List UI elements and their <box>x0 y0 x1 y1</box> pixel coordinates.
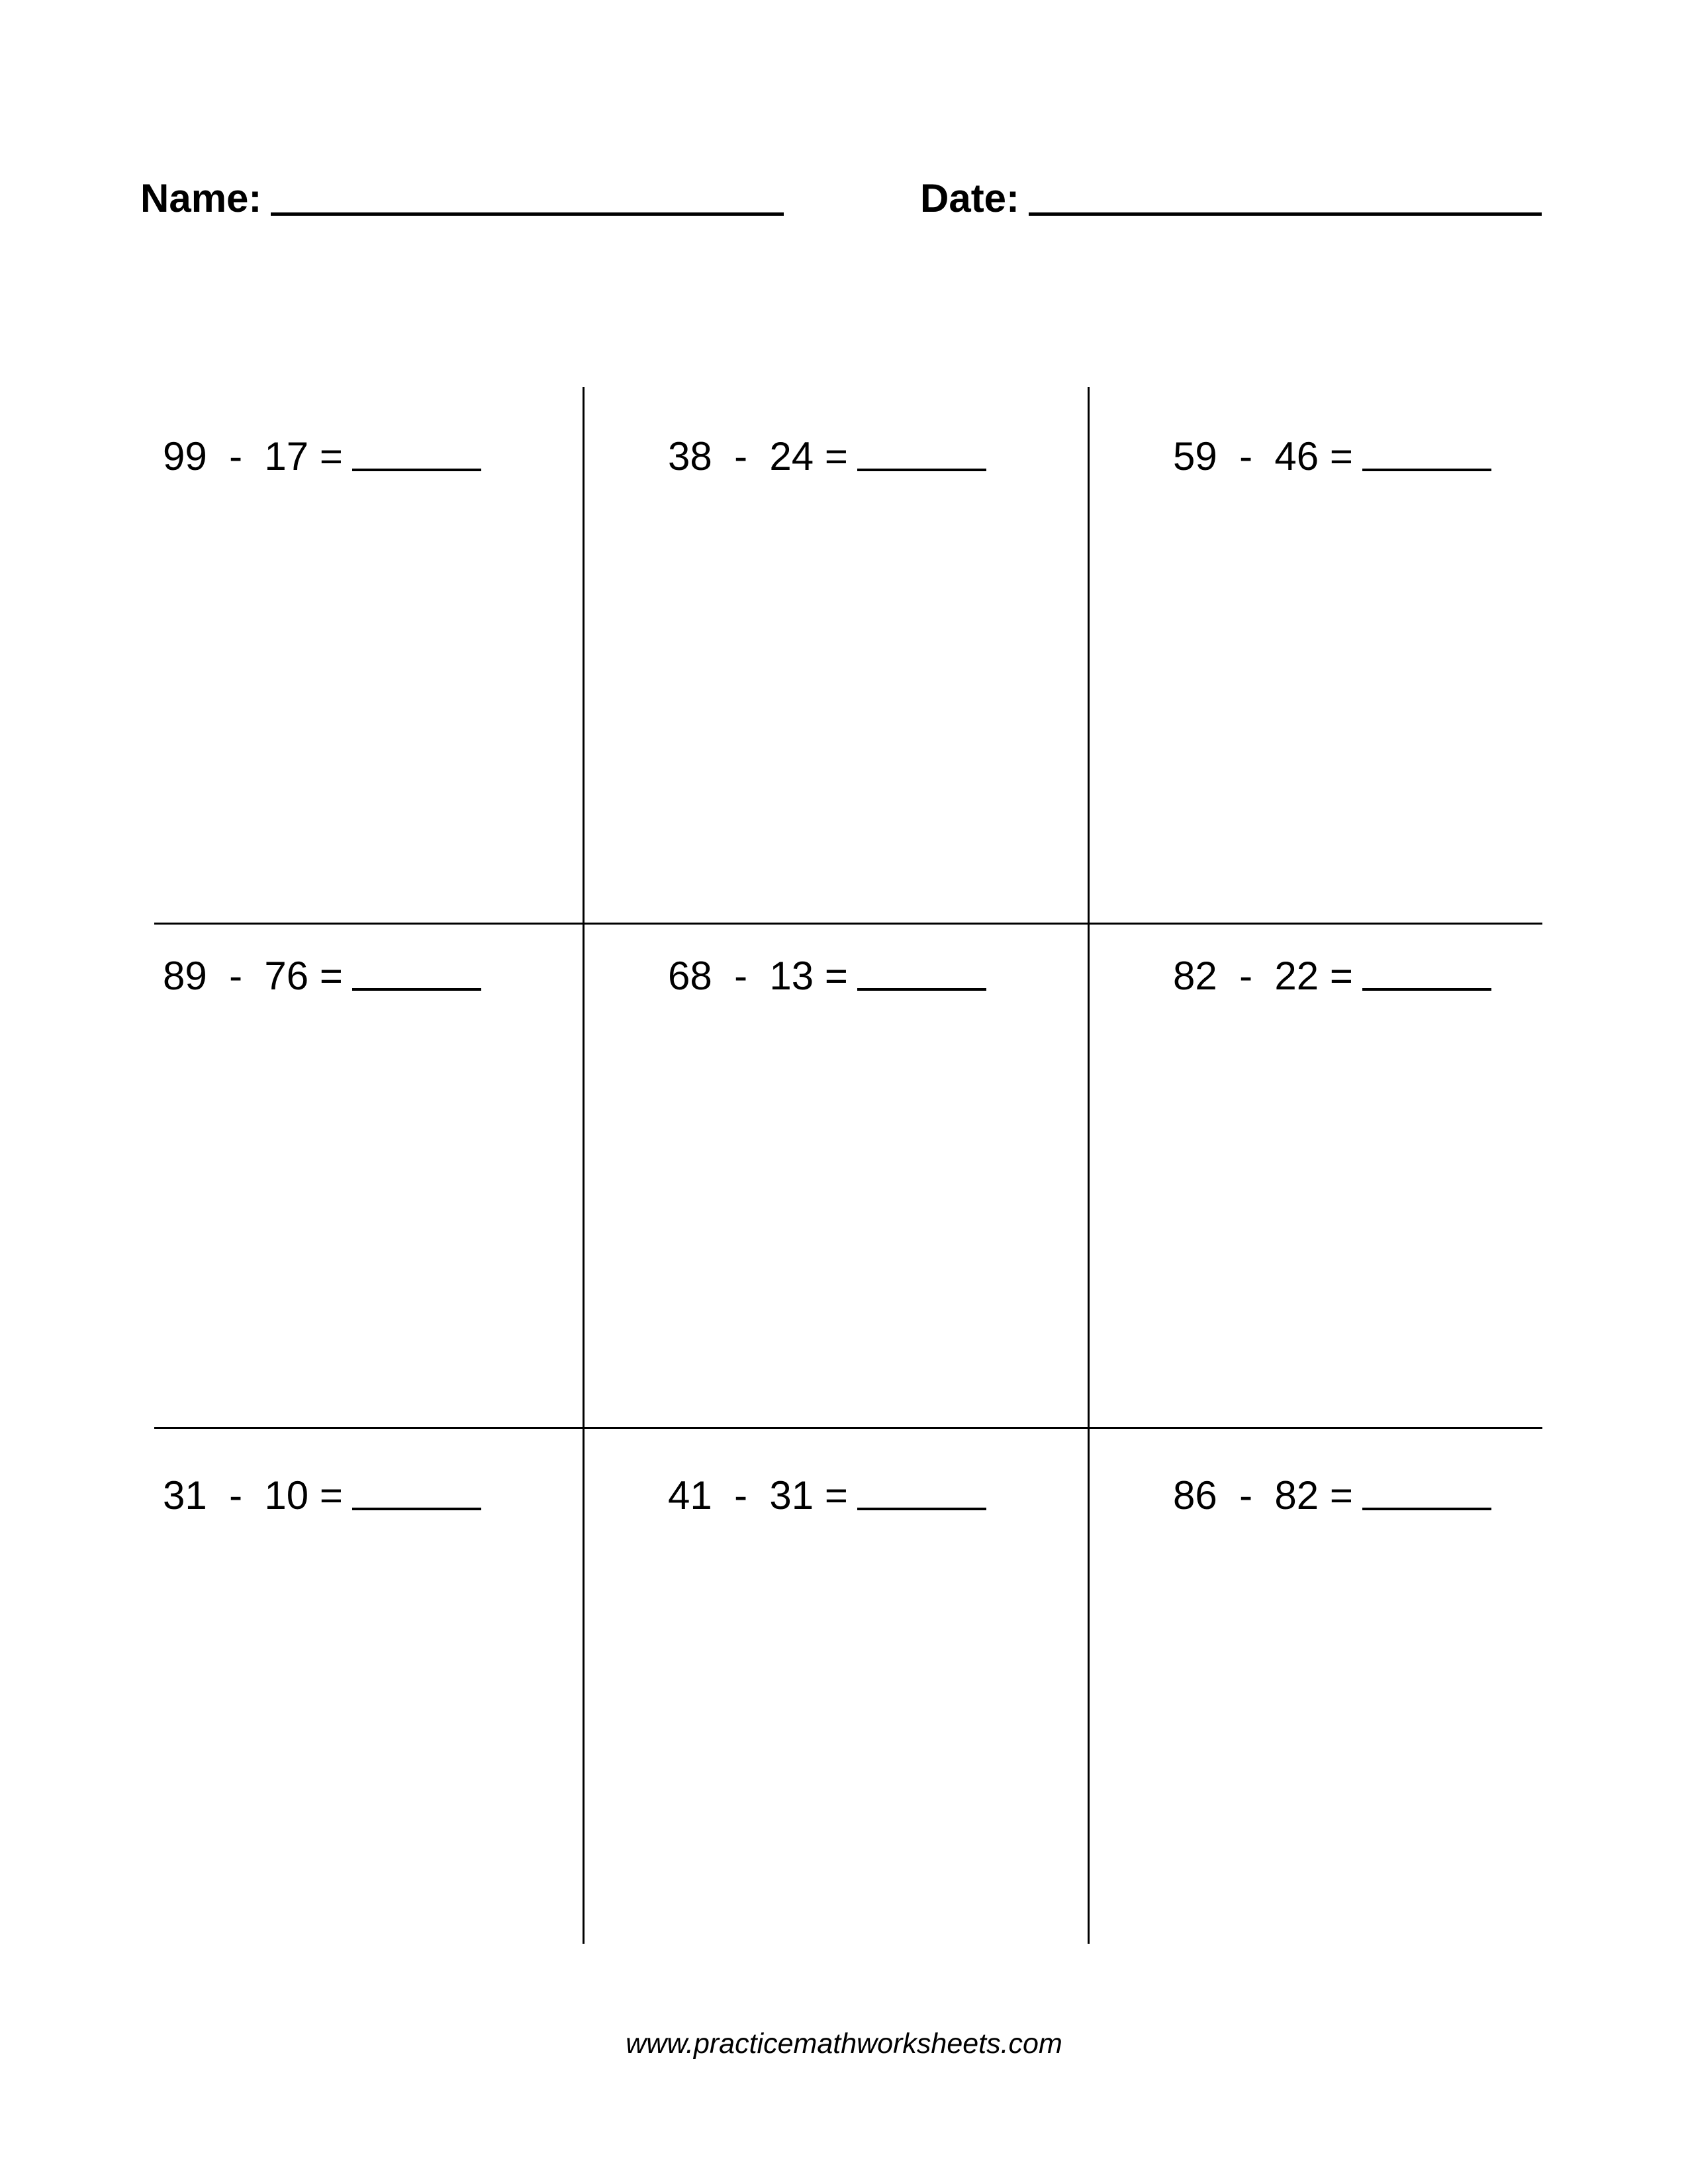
answer-blank[interactable] <box>352 988 481 991</box>
date-input-line[interactable] <box>1029 212 1542 216</box>
name-label: Name: <box>140 176 262 220</box>
operand-b: 17 <box>264 434 309 478</box>
operand-a: 31 <box>163 1473 207 1518</box>
date-label: Date: <box>920 176 1020 220</box>
equals-sign: = <box>824 954 848 998</box>
problem-7 <box>163 1473 481 1518</box>
operand-b: 10 <box>264 1473 309 1518</box>
date-field <box>920 165 1542 218</box>
operand-b: 46 <box>1274 434 1319 478</box>
problem-9 <box>1173 1473 1491 1518</box>
footer-url: www.practicemathworksheets.com <box>626 2028 1062 2060</box>
grid-divider-horizontal-1 <box>154 923 1542 925</box>
operand-b: 82 <box>1274 1473 1319 1518</box>
equals-sign: = <box>824 434 848 478</box>
name-input-line[interactable] <box>271 212 784 216</box>
answer-blank[interactable] <box>857 988 986 991</box>
operator: - <box>1239 434 1253 478</box>
problem-3 <box>1173 434 1491 478</box>
operator: - <box>229 434 243 478</box>
problem-2 <box>668 434 986 478</box>
operand-a: 38 <box>668 434 712 478</box>
equals-sign: = <box>1329 434 1353 478</box>
operand-b: 31 <box>769 1473 814 1518</box>
grid-divider-vertical-1 <box>583 387 585 1944</box>
answer-blank[interactable] <box>1362 469 1491 471</box>
operand-a: 86 <box>1173 1473 1217 1518</box>
answer-blank[interactable] <box>857 469 986 471</box>
answer-blank[interactable] <box>1362 988 1491 991</box>
operand-a: 41 <box>668 1473 712 1518</box>
operator: - <box>734 1473 748 1518</box>
operand-a: 59 <box>1173 434 1217 478</box>
operand-b: 24 <box>769 434 814 478</box>
operand-a: 99 <box>163 434 207 478</box>
equals-sign: = <box>1329 1473 1353 1518</box>
operand-b: 13 <box>769 954 814 998</box>
operand-a: 89 <box>163 954 207 998</box>
operator: - <box>1239 954 1253 998</box>
equals-sign: = <box>319 954 343 998</box>
operand-b: 22 <box>1274 954 1319 998</box>
problem-1 <box>163 434 481 478</box>
problem-4 <box>163 956 481 996</box>
problem-8 <box>668 1473 986 1518</box>
equals-sign: = <box>319 1473 343 1518</box>
operator: - <box>734 434 748 478</box>
problem-5 <box>668 956 986 996</box>
operand-a: 82 <box>1173 954 1217 998</box>
operator: - <box>1239 1473 1253 1518</box>
operator: - <box>229 954 243 998</box>
operand-b: 76 <box>264 954 309 998</box>
grid-divider-horizontal-2 <box>154 1427 1542 1429</box>
operator: - <box>734 954 748 998</box>
answer-blank[interactable] <box>1362 1508 1491 1510</box>
operand-a: 68 <box>668 954 712 998</box>
answer-blank[interactable] <box>352 469 481 471</box>
grid-divider-vertical-2 <box>1088 387 1090 1944</box>
answer-blank[interactable] <box>857 1508 986 1510</box>
equals-sign: = <box>824 1473 848 1518</box>
equals-sign: = <box>319 434 343 478</box>
operator: - <box>229 1473 243 1518</box>
equals-sign: = <box>1329 954 1353 998</box>
problem-6 <box>1173 956 1491 996</box>
answer-blank[interactable] <box>352 1508 481 1510</box>
name-field <box>140 165 784 218</box>
